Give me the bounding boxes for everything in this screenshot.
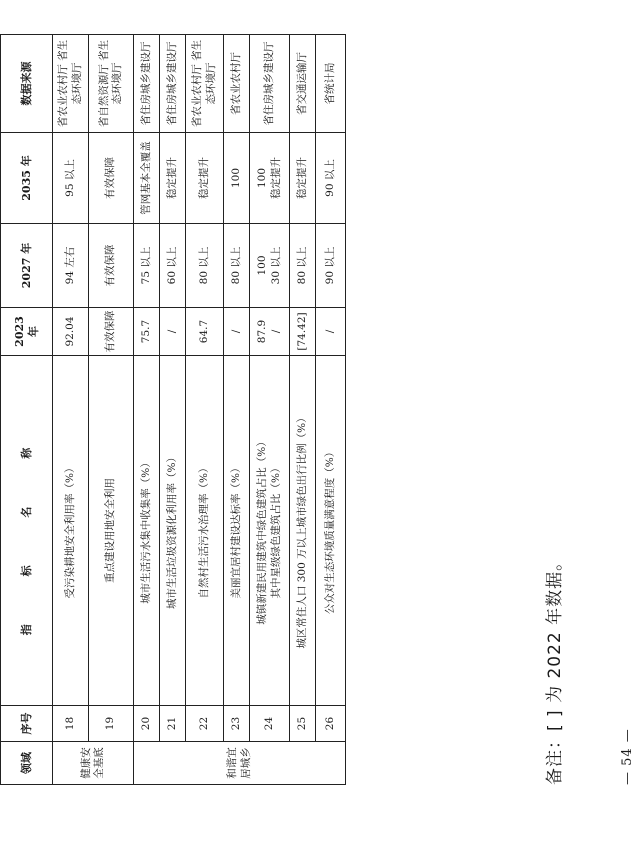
cell-name: 自然村生活污水治理率（%） [186, 356, 224, 706]
cell-name: 城市生活垃圾资源化利用率（%） [160, 356, 186, 706]
table-row [134, 35, 160, 785]
cell-value-line: 稳定提升 [269, 157, 282, 199]
cell-name: 城市生活污水集中收集率（%） [134, 356, 160, 706]
cell-seq: 20 [134, 706, 160, 742]
cell-2035: 90 以上 [316, 133, 346, 224]
cell-2023: [74.42] [290, 308, 316, 356]
cell-2027 [250, 224, 290, 308]
cell-source: 省住房城乡建设厅 [160, 35, 186, 133]
cell-seq: 19 [89, 706, 134, 742]
cell-2023: 92.04 [53, 308, 89, 356]
cell-2027: 80 以上 [224, 224, 250, 308]
indicator-table [0, 34, 346, 785]
table-header-row [1, 35, 53, 785]
domain-livable: 和谐宜居城乡 [134, 742, 346, 785]
header-domain: 领域 [1, 742, 53, 785]
header-name: 指 标 名 称 [1, 356, 53, 706]
table-row [160, 35, 186, 785]
table-row [53, 35, 89, 785]
cell-seq: 21 [160, 706, 186, 742]
domain-health-security: 健康安全基底 [53, 742, 134, 785]
cell-value-line: 87.9 [256, 319, 269, 344]
header-seq: 序号 [1, 706, 53, 742]
cell-name: 重点建设用地安全利用 [89, 356, 134, 706]
cell-2035: 管网基本全覆盖 [134, 133, 160, 224]
cell-source: 省自然资源厅 省生态环境厅 [89, 35, 134, 133]
cell-2027: 75 以上 [134, 224, 160, 308]
table-row [250, 35, 290, 785]
header-source: 数据来源 [1, 35, 53, 133]
cell-2027: 94 左右 [53, 224, 89, 308]
header-2027: 2027 年 [1, 224, 53, 308]
cell-2035: 100 [224, 133, 250, 224]
cell-2023 [250, 308, 290, 356]
cell-2027: 有效保障 [89, 224, 134, 308]
cell-2023: 64.7 [186, 308, 224, 356]
cell-seq: 26 [316, 706, 346, 742]
cell-name-line: 城镇新建民用建筑中绿色建筑占比（%） [256, 436, 269, 625]
cell-source: 省住房城乡建设厅 [250, 35, 290, 133]
cell-value-line: 30 以上 [269, 246, 282, 285]
cell-seq: 22 [186, 706, 224, 742]
cell-2023: 有效保障 [89, 308, 134, 356]
cell-seq: 18 [53, 706, 89, 742]
cell-2035 [250, 133, 290, 224]
cell-source: 省统计局 [316, 35, 346, 133]
cell-seq: 25 [290, 706, 316, 742]
cell-name: 美丽宜居村建设达标率（%） [224, 356, 250, 706]
cell-source: 省农业农村厅 省生态环境厅 [186, 35, 224, 133]
cell-2023: / [160, 308, 186, 356]
cell-2035: 稳定提升 [160, 133, 186, 224]
rotated-page [0, 35, 635, 785]
table-row [224, 35, 250, 785]
cell-source: 省农业农村厅 [224, 35, 250, 133]
cell-2035: 95 以上 [53, 133, 89, 224]
cell-2027: 60 以上 [160, 224, 186, 308]
page-number: — 54 — [620, 728, 635, 785]
cell-value-line: / [269, 329, 282, 334]
header-2023: 2023 年 [1, 308, 53, 356]
table-row [186, 35, 224, 785]
cell-name: 受污染耕地安全利用率（%） [53, 356, 89, 706]
cell-source: 省住房城乡建设厅 [134, 35, 160, 133]
table-row [316, 35, 346, 785]
cell-2023: 75.7 [134, 308, 160, 356]
cell-seq: 24 [250, 706, 290, 742]
cell-2035: 有效保障 [89, 133, 134, 224]
cell-2027: 80 以上 [186, 224, 224, 308]
cell-name-line: 其中星级绿色建筑占比（%） [269, 462, 282, 599]
table-row [89, 35, 134, 785]
cell-2027: 90 以上 [316, 224, 346, 308]
cell-2027: 80 以上 [290, 224, 316, 308]
cell-value-line: 100 [256, 255, 269, 276]
cell-2023: / [316, 308, 346, 356]
cell-source: 省交通运输厅 [290, 35, 316, 133]
cell-seq: 23 [224, 706, 250, 742]
cell-2035: 稳定提升 [290, 133, 316, 224]
cell-2023: / [224, 308, 250, 356]
cell-value-line: 100 [256, 167, 269, 189]
cell-source: 省农业农村厅 省生态环境厅 [53, 35, 89, 133]
cell-2035: 稳定提升 [186, 133, 224, 224]
table-footnote: 备注：[ ] 为 2022 年数据。 [545, 552, 565, 785]
cell-name: 城区常住人口 300 万以上城市绿色出行比例（%） [290, 356, 316, 706]
table-row [290, 35, 316, 785]
cell-name: 公众对生态环境质量满意程度（%） [316, 356, 346, 706]
header-2035: 2035 年 [1, 133, 53, 224]
cell-name [250, 356, 290, 706]
